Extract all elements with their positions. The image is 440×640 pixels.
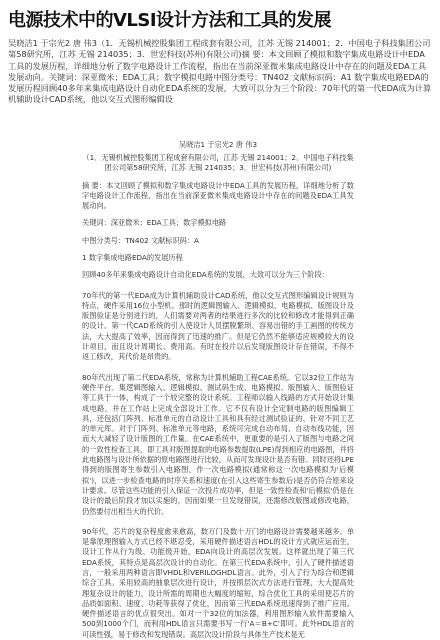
classification-line: 中图分类号：TN402 文献标识码：A: [82, 235, 199, 245]
abstract-paragraph: 摘 要：本文回顾了模拟和数字集成电路设计中EDA工具的发展历程，详细地分析了数字电路设计工作流程，指出在当前深亚微米集成电路设计中存在的问题及EDA工具发展动向。: [82, 180, 354, 211]
author-line: 吴晓洁1 于宗光2 唐 伟3: [178, 140, 258, 149]
summary-paragraph: 吴晓洁1 于宗光2 唐 伟3（1．无锡机械控股集团工程成套有限公司，江苏 无锡 214001；2．中国电子科技集团公司第58研究所，江苏 无锡 214035；3．世宏科技(苏州)有限公司)摘 要：本文回顾了模拟和数字集成电路设计中EDA工具的发展历程，详细地分析了数字电路设计工作流程，指出在当前深亚微米集成电路设计中存在的问题及EDA工具发展动向。关键词：深亚微米；EDA工具；数字模拟电路中图分类号：TN402 文献标识码：A1 数字集成电路EDA的发展历程回顾40多年来集成电路设计自动化EDA系统的发展，大致可以分为三个阶段：70年代的第一代EDA成为计算机辅助设计CAD系统，他以交互式图形编辑设: [8, 38, 432, 105]
page-title: 电源技术中的VLSI设计方法和工具的发展: [8, 10, 332, 31]
affiliation-line: （1．无锡机械控股集团工程成套有限公司，江苏 无锡 214001；2．中国电子科技集团公司第58研究所，江苏 无锡 214035；3．世宏科技(苏州)有限公司): [82, 152, 354, 172]
article-body: [82, 140, 354, 640]
keywords-line: 关键词：深亚微米；EDA工具；数字模拟电路: [82, 218, 227, 228]
body-paragraph-3: 80年代出现了第二代EDA系统，常称为计算机辅助工程CAE系统。它以32位工作站为硬件平台。集逻辑图输入、逻辑模拟、测试码生成、电路模拟、版图输入、版图验证等工具于一体，构成了一个较完整的设计系统。工程师以输入线路的方式开始设计集成电路，并在工作站上完成全部设计工作。它不仅有设计全定制电路的版图编辑工具，还包括门阵列、标准单元的自动设计工具和具有经过测试验证的、针对不同工艺的单元库。对于门阵列、标准单元等电路，系统可完成自动布局、自动布线功能，因而大大减轻了设计版图的工作量。在CAE系统中，更重要的是引入了版图与电路之间的一致性检查工具，即工具对版图提取的电路参数提取(LPE)得到相应的电路图，并将此电路图与设计所依据的原电路图进行比较，从而可发现设计是否有错。同时还将LPE得到的版图寄生参数引入电路图，作一次电路模拟(通常称这一次电路模拟为'后模拟')，以进一步检查电路的时序关系和速度(在引入这些寄生参数后)是否仍符合原来设计要求。尽管这些功能的引入保证一次投片成功率，但是一致性检查和'后模拟'仍是在设计的最后阶段才加以实施的，因而如果一旦发现错误，还需修改版图或修改电路，仍然要付出相当大的代价。: [82, 372, 354, 516]
body-paragraph-2: 70年代的第一代EDA成为计算机辅助设计CAD系统，他以交互式图形编辑设计规则为特点，硬件采用16位小型机。那时的逻辑图输入、逻辑模拟、电路模拟、版图设计及版图验证是分别进行的，人们需要对两者的结果进行多次的比较和修改才能得到正确的设计。第一代CAD系统的引入使设计人员摆脱繁琐、容易出错的手工画图的传统方法，大大提高了效率，因而得到了迅速的推广。但是它仍然不能够适应规模较大的设计项目，而且设计周期长、费用高。有时在投片以后发现版图设计存在错误，不得不返工修改，其代价是昂贵的。: [82, 290, 354, 362]
body-paragraph-1: 回顾40多年来集成电路设计自动化EDA系统的发展，大致可以分为三个阶段：: [82, 270, 329, 280]
section-heading: 1 数字集成电路EDA的发展历程: [82, 252, 183, 262]
body-paragraph-4: 90年代，芯片的复杂程度愈来愈高，数万门及数十万门的电路设计需要越来越多。单是靠原理图输入方式已经不堪忍受，采用硬件描述语言HDL的设计方式就应运而生，设计工作从行为级、功能级开始，EDA向设计的高层次发展。这样就出现了第三代EDA系统，其特点是高层次设计的自动化。在第三代EDA系统中，引入了硬件描述语言，一般采用两种语言即VHDL和VERILOGHDL语言。此外，引入了行为综合和逻辑综合工具。采用较高的抽象层次进行设计，并按照层次式方法进行管理，大大提高处理复杂设计的能力，设计所需的周期也大幅度的缩短，综合优化工具的采用使芯片的品质如面积、速度、功耗等获得了优化，因而第三代EDA系统迅速得到了推广应用。硬件描述语言的优点很突出。如对一个32位的加法器，利用图形输入软件需要输入500到1000个门，而利用HDL语言只需要书写一行'A＝B+C'即可。此外HDL语言的可读性强，易于修改和发现错误。高层次设计阶段与具体生产技术是无: [82, 526, 354, 639]
